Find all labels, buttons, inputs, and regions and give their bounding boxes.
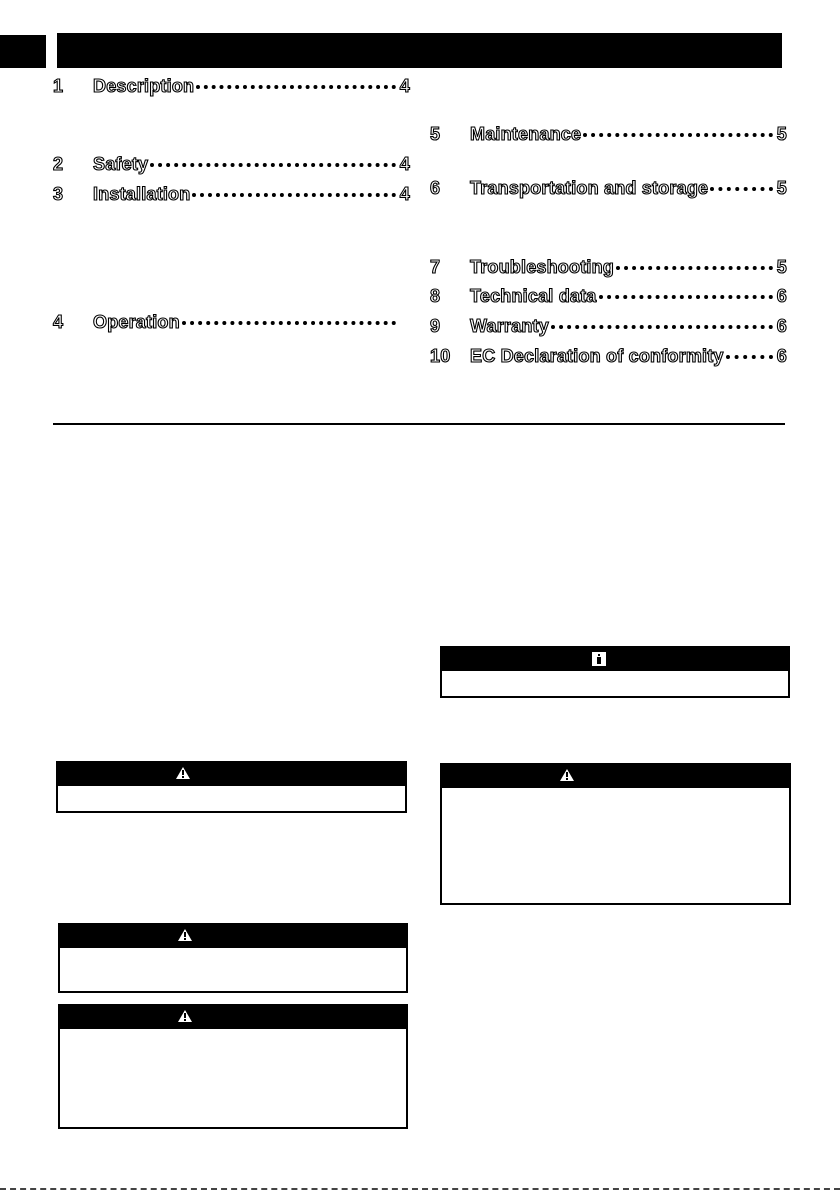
toc-page-number: 6: [776, 346, 787, 366]
toc-label: Technical data: [470, 286, 597, 306]
toc-entry-technical-data[interactable]: [430, 285, 787, 307]
warning-icon: [178, 929, 192, 941]
toc-entry-operation[interactable]: [53, 311, 410, 333]
toc-label: Description: [93, 76, 195, 96]
notice-header: [58, 763, 405, 786]
toc-leader-dots: [616, 266, 773, 270]
toc-number: 7: [430, 257, 441, 277]
toc-entry-troubleshooting[interactable]: [430, 256, 787, 278]
toc-page-number: 4: [399, 76, 410, 96]
notice-header: [60, 925, 406, 948]
warning-icon: [176, 767, 190, 779]
toc-page-number: 5: [776, 178, 787, 198]
toc-page-number: 4: [399, 154, 410, 174]
toc-label: Warranty: [470, 316, 549, 336]
toc-leader-dots: [583, 133, 773, 137]
toc-leader-dots: [196, 85, 396, 89]
toc-leader-dots: [599, 295, 773, 299]
toc-number: 8: [430, 286, 441, 306]
toc-page-number: 5: [776, 257, 787, 277]
toc-entry-safety[interactable]: [53, 153, 410, 175]
toc-leader-dots: [551, 325, 773, 329]
warning-icon: [178, 1010, 192, 1022]
toc-leader-dots: [192, 193, 396, 197]
toc-entry-description[interactable]: [53, 75, 410, 97]
toc-number: 9: [430, 316, 441, 336]
toc-number: 1: [53, 76, 64, 96]
toc-entry-maintenance[interactable]: [430, 123, 787, 145]
toc-leader-dots: [726, 355, 773, 359]
warning-icon: [560, 769, 574, 781]
toc-entry-ec-declaration[interactable]: [430, 345, 787, 367]
toc-label: Operation: [93, 312, 180, 332]
notice-header: [60, 1006, 406, 1029]
toc-label: Safety: [93, 154, 149, 174]
toc-leader-dots: [182, 321, 396, 325]
toc-number: 4: [53, 312, 64, 332]
warning-notice-box: [56, 761, 407, 813]
toc-page-number: 6: [776, 286, 787, 306]
toc-leader-dots: [150, 163, 396, 167]
toc-number: 2: [53, 154, 64, 174]
toc-number: 10: [430, 346, 451, 366]
notice-header: [442, 765, 789, 788]
toc-label: Troubleshooting: [470, 257, 614, 277]
toc-label: Installation: [93, 184, 191, 204]
section-divider: [53, 423, 785, 425]
toc-page-number: 4: [399, 184, 410, 204]
language-tab: [0, 35, 46, 68]
toc-label: Maintenance: [470, 124, 582, 144]
toc-number: 3: [53, 184, 64, 204]
header-bar: [57, 33, 782, 68]
page-bottom-rule: [0, 1188, 840, 1190]
toc-page-number: 6: [776, 316, 787, 336]
toc-entry-warranty[interactable]: [430, 315, 787, 337]
warning-notice-box: [58, 923, 408, 993]
warning-notice-box: [440, 763, 791, 905]
toc-page-number: 5: [776, 124, 787, 144]
notice-header: [442, 648, 788, 671]
toc-label: Transportation and storage: [470, 178, 709, 198]
toc-number: 6: [430, 178, 441, 198]
toc-entry-installation[interactable]: [53, 183, 410, 205]
toc-number: 5: [430, 124, 441, 144]
toc-label: EC Declaration of conformity: [470, 346, 724, 366]
info-icon: [592, 652, 606, 666]
warning-notice-box: [58, 1004, 408, 1129]
toc-entry-transportation[interactable]: [430, 177, 787, 199]
toc-leader-dots: [710, 187, 773, 191]
info-notice-box: [440, 646, 790, 698]
